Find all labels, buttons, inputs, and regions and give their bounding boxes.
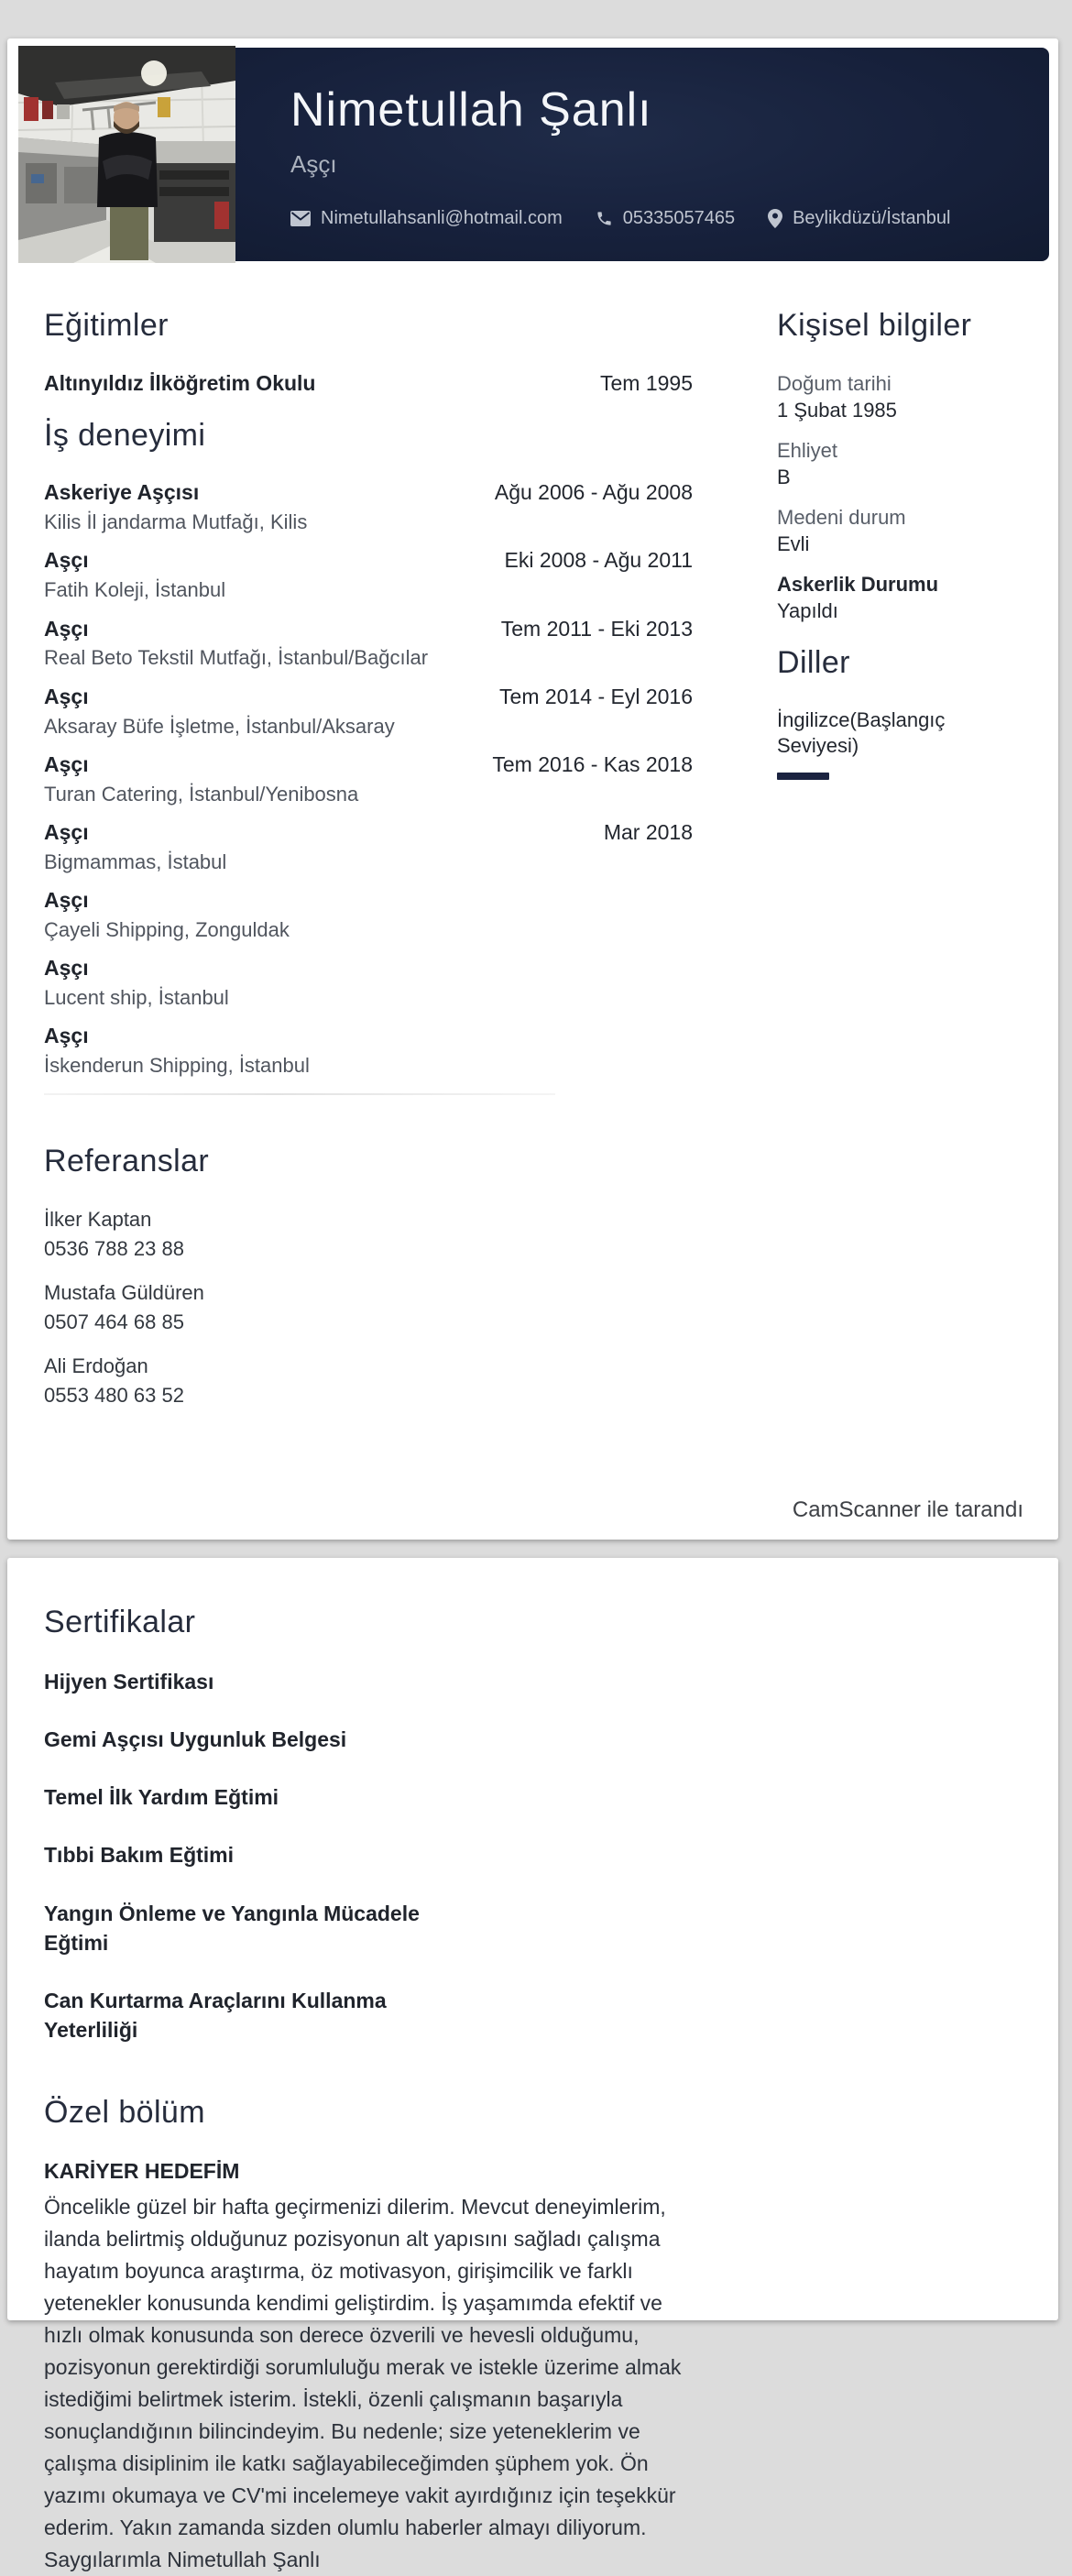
personal-field bbox=[777, 504, 1027, 557]
certificate-item: Temel İlk Yardım Eğtimi bbox=[44, 1785, 279, 1810]
email-text: Nimetullahsanli@hotmail.com bbox=[321, 208, 563, 228]
job-title: Askeriye Aşçısı bbox=[44, 480, 200, 505]
personal-field bbox=[777, 370, 1027, 423]
cv-header bbox=[7, 38, 1058, 263]
experience-entry bbox=[44, 887, 693, 942]
job-org: Bigmammas, İstabul bbox=[44, 850, 227, 873]
location-text: Beylikdüzü/İstanbul bbox=[793, 208, 951, 228]
experience-entry bbox=[44, 1023, 693, 1078]
experience-entry bbox=[44, 819, 693, 874]
header-panel bbox=[235, 48, 1049, 261]
cv-page-1 bbox=[7, 38, 1058, 1540]
personal-field bbox=[777, 571, 1027, 624]
reference-entry bbox=[44, 1205, 693, 1264]
reference-entry bbox=[44, 1278, 693, 1337]
right-column bbox=[693, 307, 1027, 1425]
reference-phone: 0553 480 63 52 bbox=[44, 1383, 184, 1407]
personal-value: 1 Şubat 1985 bbox=[777, 398, 897, 422]
job-title: Aşçı bbox=[44, 616, 89, 641]
reference-phone: 0507 464 68 85 bbox=[44, 1310, 184, 1334]
reference-entry bbox=[44, 1352, 693, 1410]
reference-phone: 0536 788 23 88 bbox=[44, 1237, 184, 1261]
personal-value: Yapıldı bbox=[777, 599, 838, 623]
certificate-item: Yangın Önleme ve Yangınla Mücadele Eğtimi bbox=[44, 1901, 420, 1955]
profile-photo bbox=[18, 46, 235, 263]
reference-name: Mustafa Güldüren bbox=[44, 1281, 204, 1305]
job-title: Aşçı bbox=[44, 956, 89, 981]
job-title: Aşçı bbox=[44, 684, 89, 708]
personal-label: Doğum tarihi bbox=[777, 371, 892, 395]
phone-text: 05335057465 bbox=[622, 208, 736, 228]
education-date: Tem 1995 bbox=[599, 370, 693, 395]
section-heading-languages: Diller bbox=[777, 645, 850, 681]
personal-label: Ehliyet bbox=[777, 438, 838, 462]
job-org: İskenderun Shipping, İstanbul bbox=[44, 1054, 310, 1078]
email-icon bbox=[290, 211, 311, 226]
personal-label: Askerlik Durumu bbox=[777, 572, 939, 596]
section-heading-certificates: Sertifikalar bbox=[44, 1605, 196, 1639]
cv-page-2 bbox=[7, 1558, 1058, 2571]
experience-entry bbox=[44, 684, 693, 739]
personal-value: B bbox=[777, 465, 791, 488]
education-title: Altınyıldız İlköğretim Okulu bbox=[44, 370, 316, 395]
language-entry bbox=[777, 707, 1027, 780]
job-title: Aşçı bbox=[44, 1024, 89, 1048]
personal-value: Evli bbox=[777, 532, 810, 555]
section-heading-personal: Kişisel bilgiler bbox=[777, 308, 972, 343]
job-date: Tem 2014 - Eyl 2016 bbox=[499, 684, 693, 708]
job-title: Aşçı bbox=[44, 820, 89, 845]
personal-field bbox=[777, 437, 1027, 490]
experience-entry bbox=[44, 547, 693, 602]
contact-email bbox=[290, 208, 563, 229]
contact-row bbox=[290, 208, 1049, 229]
phone-icon bbox=[596, 210, 613, 227]
reference-name: İlker Kaptan bbox=[44, 1208, 152, 1232]
career-objective-title: KARİYER HEDEFİM bbox=[44, 2159, 240, 2184]
job-date: Tem 2011 - Eki 2013 bbox=[500, 616, 693, 641]
section-heading-special: Özel bölüm bbox=[44, 2095, 205, 2131]
section-heading-experience: İş deneyimi bbox=[44, 417, 206, 453]
person-job-title: Aşçı bbox=[290, 150, 337, 178]
career-objective-text: Öncelikle güzel bir hafta geçirmenizi dilerim. Mevcut deneyimlerim, ilanda belirtmiş olduğunuz pozisyonun alt yapısını sağladı çalışma hayatım boyunca araştırma, öz motivasyon, girişimcilik ve farklı yetenekler konusunda kendimi geliştirdim. İş yaşamımda efektif ve hızlı olmak konusunda son derece özverili ve hevesli olduğumu, pozisyonun gerektirdiği sorumluluğu merak ve istekle üzerime almak istediğimi belirtmek isterim. İstekli, özenli çalışmanın başarıyla sonuçlandığının bilincindeyim. Bu nedenle; size yeteneklerim ve çalışma disiplinim ile katkı sağlayabileceğimden şüphem yok. Ön yazımı okumaya ve CV'mi incelemeye vakit ayırdığınız için teşekkür ederim. Yakın zamanda sizden olumlu haberler almayı diliyorum. Saygılarımla Nimetullah Şanlı bbox=[44, 2195, 682, 2571]
experience-entry bbox=[44, 955, 693, 1010]
experience-entry bbox=[44, 479, 693, 534]
job-date: Mar 2018 bbox=[603, 820, 693, 845]
language-level-bar bbox=[777, 773, 829, 780]
job-org: Fatih Koleji, İstanbul bbox=[44, 578, 226, 602]
section-heading-references: Referanslar bbox=[44, 1143, 210, 1178]
job-date: Eki 2008 - Ağu 2011 bbox=[504, 548, 693, 573]
job-org: Kilis İl jandarma Mutfağı, Kilis bbox=[44, 510, 308, 534]
job-date: Ağu 2006 - Ağu 2008 bbox=[494, 480, 693, 505]
location-pin-icon bbox=[768, 209, 782, 228]
certificate-item: Gemi Aşçısı Uygunluk Belgesi bbox=[44, 1726, 347, 1751]
camscanner-watermark: CamScanner ile tarandı bbox=[792, 1497, 1023, 1522]
contact-phone bbox=[596, 208, 735, 229]
contact-location bbox=[768, 208, 950, 229]
job-title: Aşçı bbox=[44, 548, 89, 573]
section-heading-education: Eğitimler bbox=[44, 308, 169, 343]
job-title: Aşçı bbox=[44, 888, 89, 913]
left-column bbox=[44, 307, 693, 1425]
certificate-item: Can Kurtarma Araçlarını Kullanma Yeterliliği bbox=[44, 1988, 387, 2043]
language-name: İngilizce(Başlangıç Seviyesi) bbox=[777, 707, 946, 758]
profile-photo-illustration bbox=[18, 46, 235, 263]
job-org: Real Beto Tekstil Mutfağı, İstanbul/Bağcılar bbox=[44, 646, 429, 670]
job-org: Aksaray Büfe İşletme, İstanbul/Aksaray bbox=[44, 714, 395, 738]
section-divider bbox=[44, 1093, 555, 1095]
reference-name: Ali Erdoğan bbox=[44, 1354, 148, 1377]
job-date: Tem 2016 - Kas 2018 bbox=[492, 751, 693, 776]
job-org: Turan Catering, İstanbul/Yenibosna bbox=[44, 782, 359, 806]
person-name: Nimetullah Şanlı bbox=[290, 83, 652, 137]
job-org: Çayeli Shipping, Zonguldak bbox=[44, 917, 290, 941]
personal-label: Medeni durum bbox=[777, 505, 906, 529]
certificate-item: Hijyen Sertifikası bbox=[44, 1669, 214, 1694]
experience-entry bbox=[44, 616, 693, 671]
education-entry bbox=[44, 370, 693, 397]
job-org: Lucent ship, İstanbul bbox=[44, 986, 229, 1010]
certificate-item: Tıbbi Bakım Eğtimi bbox=[44, 1843, 235, 1868]
job-title: Aşçı bbox=[44, 751, 89, 776]
experience-entry bbox=[44, 751, 693, 806]
